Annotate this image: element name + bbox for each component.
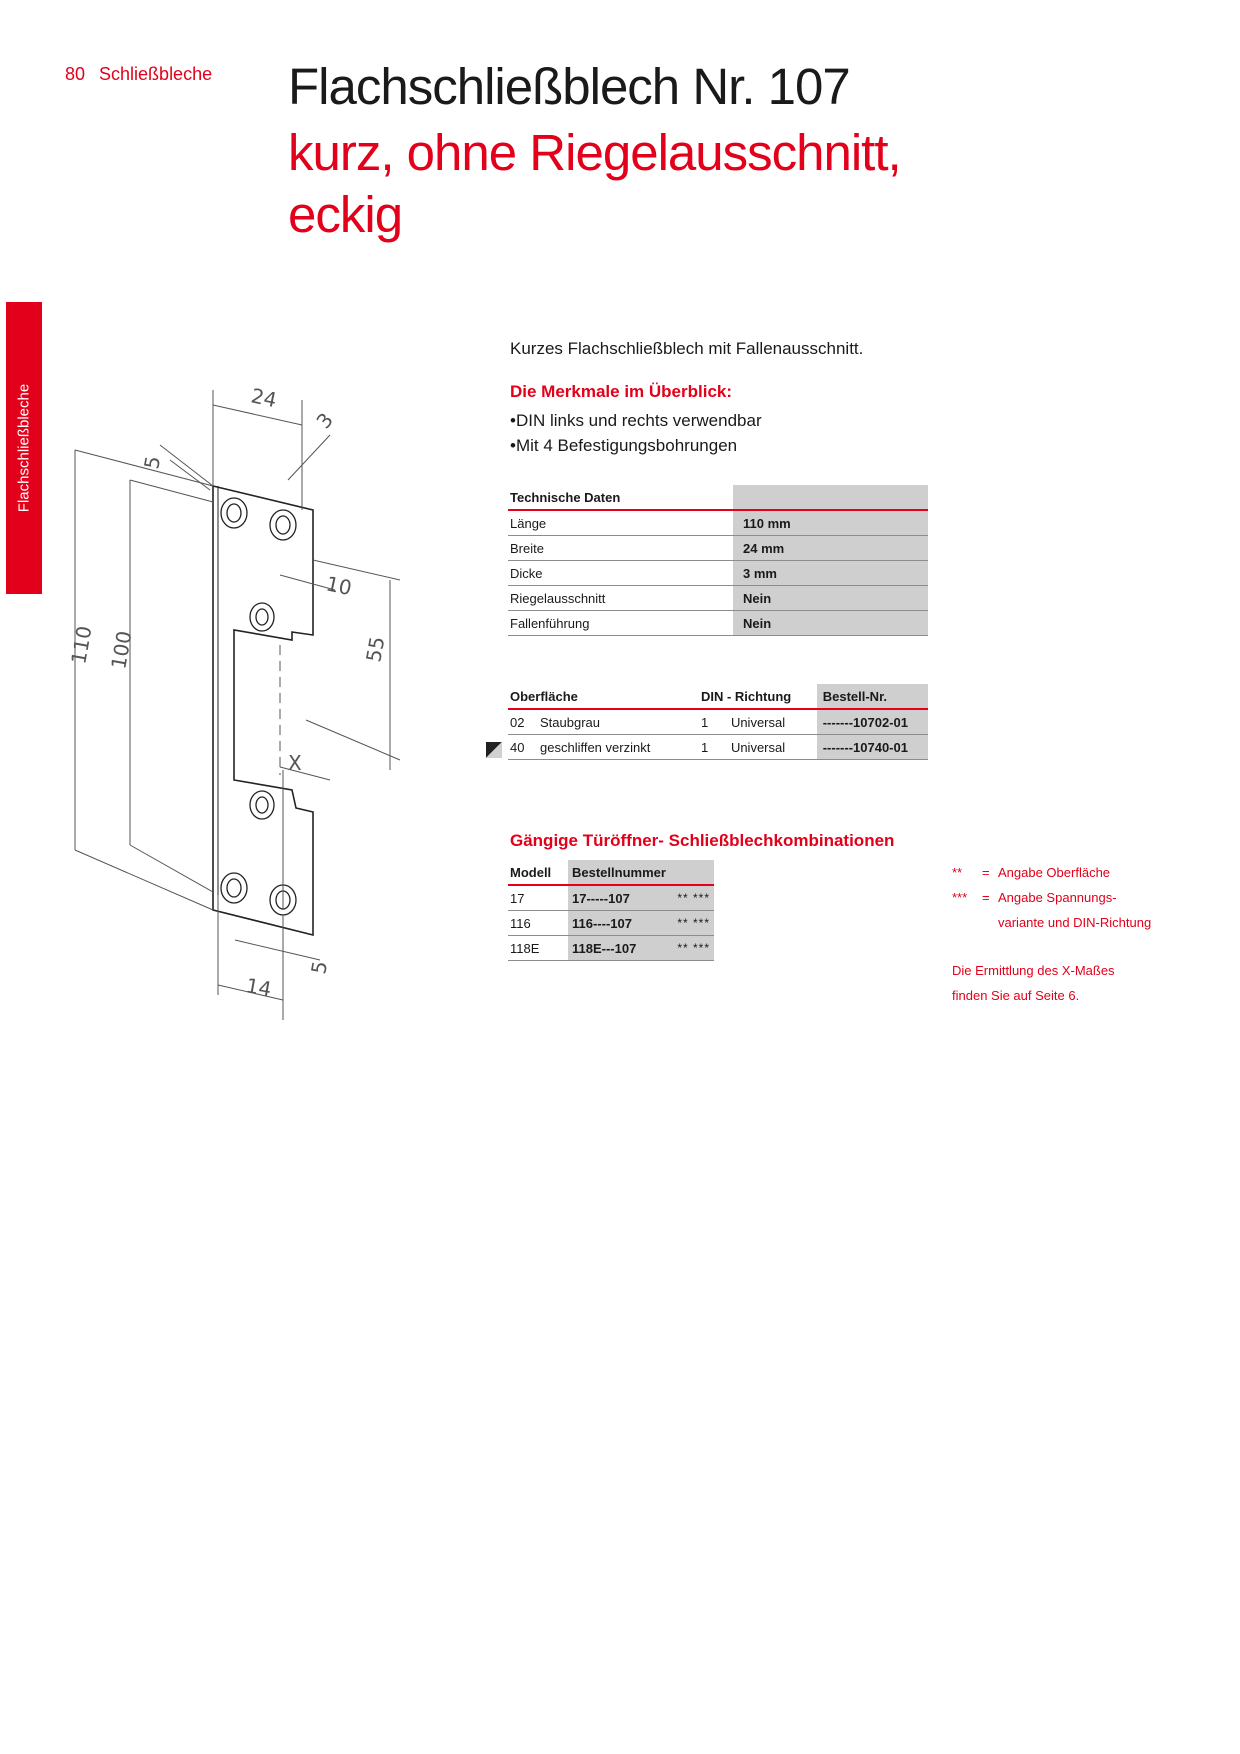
dim-10-label: 10 xyxy=(323,571,354,601)
technical-drawing xyxy=(50,380,420,1030)
page-title: Flachschließblech Nr. 107 xyxy=(288,58,850,115)
page-header xyxy=(65,64,212,85)
subtitle-line-2: eckig xyxy=(288,186,403,243)
dim-100-label: 100 xyxy=(106,629,137,671)
dim-3-label: 3 xyxy=(311,408,339,434)
table-row: Riegelausschnitt Nein xyxy=(508,586,928,611)
col-header-order-number: Bestellnummer xyxy=(568,860,714,885)
feature-item: • Mit 4 Befestigungsbohrungen xyxy=(510,433,762,458)
dim-x-label: X xyxy=(288,751,302,775)
table-row: Dicke 3 mm xyxy=(508,561,928,586)
col-header-surface: Oberfläche xyxy=(508,684,699,709)
page-subtitle xyxy=(288,122,901,246)
dim-5-bottom-label: 5 xyxy=(306,959,333,976)
col-header-model: Modell xyxy=(508,860,568,885)
table-row: 118E 118E---107 ** *** xyxy=(508,936,714,961)
table-row: 116 116----107 ** *** xyxy=(508,911,714,936)
features-title: Die Merkmale im Überblick: xyxy=(510,382,733,401)
subtitle-line-1: kurz, ohne Riegelausschnitt, xyxy=(288,124,901,181)
dim-55-label: 55 xyxy=(361,634,390,664)
intro-text: Kurzes Flachschließblech mit Fallenausschnitt. xyxy=(510,339,864,358)
table-row: 40 geschliffen verzinkt 1 Universal -------10740-01 xyxy=(508,735,928,760)
combos-table xyxy=(508,860,714,961)
dim-24-label: 24 xyxy=(248,383,279,413)
section-name: Schließbleche xyxy=(99,64,213,84)
combos-title: Gängige Türöffner- Schließblechkombinationen xyxy=(510,831,895,850)
dim-5-top-label: 5 xyxy=(139,454,166,471)
surface-order-table xyxy=(508,684,928,760)
legend-notes: ** = Angabe Oberfläche *** = Angabe Spannungs- variante und DIN-Richtung xyxy=(952,865,1152,930)
feature-item: • DIN links und rechts verwendbar xyxy=(510,408,762,433)
col-header-order: Bestell-Nr. xyxy=(817,684,928,709)
page-number: 80 xyxy=(65,64,86,84)
side-tab-label: Flachschließbleche xyxy=(15,383,33,513)
table-row: Breite 24 mm xyxy=(508,536,928,561)
table-row: 17 17-----107 ** *** xyxy=(508,885,714,911)
dim-14-label: 14 xyxy=(244,973,274,1002)
features-list xyxy=(510,408,762,458)
table-row: 02 Staubgrau 1 Universal -------10702-01 xyxy=(508,709,928,735)
col-header-din: DIN - Richtung xyxy=(699,684,817,709)
side-tab xyxy=(6,302,42,594)
dim-110-label: 110 xyxy=(66,624,97,666)
table-row: Fallenführung Nein xyxy=(508,611,928,636)
x-dimension-note: Die Ermittlung des X-Maßes finden Sie auf Seite 6. xyxy=(952,963,1115,1003)
table-row: Länge 110 mm xyxy=(508,510,928,536)
tech-data-title: Technische Daten xyxy=(508,485,733,510)
tech-data-table xyxy=(508,485,928,636)
surface-swatch-icon xyxy=(486,742,502,758)
